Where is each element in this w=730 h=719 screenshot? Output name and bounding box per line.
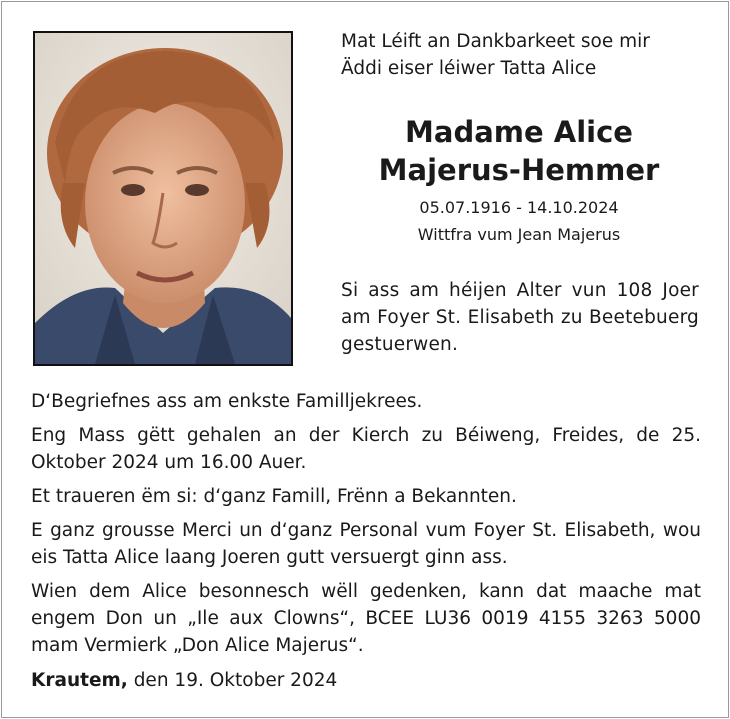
paragraph-funeral: D‘Begriefnes ass am enkste Familljekrees. <box>31 391 423 412</box>
paragraph-thanks: E ganz grousse Merci un d‘ganz Personal vum Foyer St. Elisabeth, wou eis Tatta Alice laang Joeren gutt versuergt ginn ass. <box>31 520 701 568</box>
paragraph-mass: Eng Mass gëtt gehalen an der Kierch zu Béiweng, Freides, de 25. Oktober 2024 um 16.00 Auer. <box>31 425 701 473</box>
intro-line: Mat Léift an Dankbarkeet soe mir <box>341 31 650 52</box>
deceased-name <box>312 113 726 189</box>
name-line: Majerus-Hemmer <box>378 153 660 187</box>
intro-line: Äddi eiser léiwer Tatta Alice <box>341 58 597 79</box>
portrait-photo <box>33 31 293 366</box>
notice-body <box>31 388 701 666</box>
name-line: Madame Alice <box>405 115 633 149</box>
life-dates: 05.07.1916 - 14.10.2024 <box>419 198 619 217</box>
closing-date: den 19. Oktober 2024 <box>127 670 338 691</box>
age-text: Si ass am héijen Alter vun 108 Joer am Foyer St. Elisabeth zu Beetebuerg gestuerwen. <box>341 280 699 355</box>
intro-text <box>341 28 721 82</box>
closing-place: Krautem, <box>31 670 128 691</box>
paragraph-donation: Wien dem Alice besonnesch wëll gedenken, kann dat maache mat engem Don un „Ile aux Clowns“, BCEE LU36 0019 4155 3263 5000 mam Vermierk „Don Alice Majerus“. <box>31 581 701 656</box>
widow-line: Wittfra vum Jean Majerus <box>417 225 621 244</box>
paragraph-mourners: Et traueren ëm si: d‘ganz Famill, Frënn a Bekannten. <box>31 486 517 507</box>
portrait-image <box>35 33 291 364</box>
closing-line <box>31 667 701 694</box>
